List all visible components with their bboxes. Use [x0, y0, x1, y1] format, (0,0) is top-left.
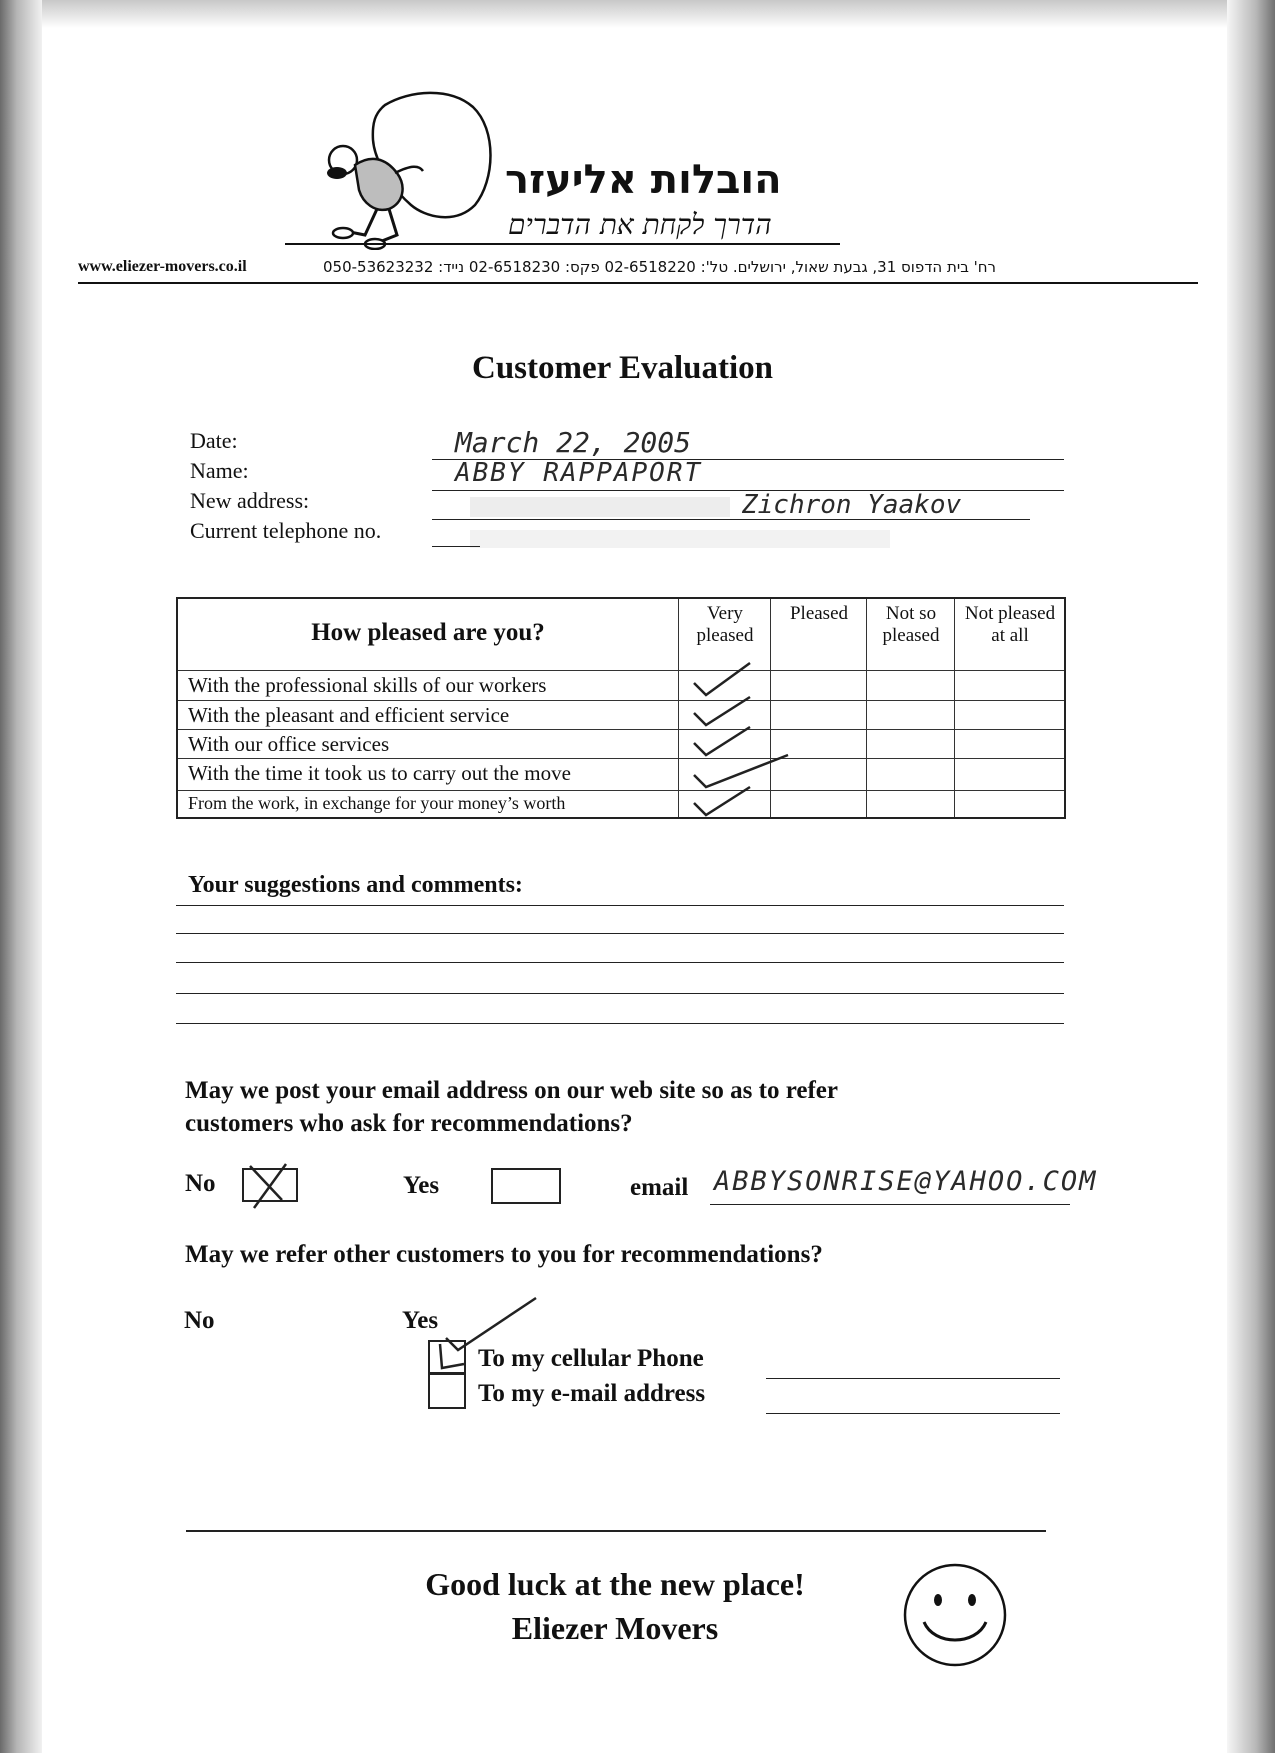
smiley-face-icon	[900, 1560, 1010, 1670]
email-line	[710, 1204, 1070, 1205]
cellular-phone-option: To my cellular Phone	[478, 1345, 704, 1372]
new-address-label: New address:	[190, 488, 310, 513]
new-address-line	[432, 519, 1030, 520]
comment-line[interactable]	[176, 933, 1064, 934]
company-website: www.eliezer-movers.co.il	[78, 258, 247, 275]
refer-question: May we refer other customers to you for recommendations?	[185, 1241, 823, 1268]
scan-top-shadow	[0, 0, 1275, 28]
col-pleased: Pleased	[789, 603, 849, 624]
company-slogan-hebrew: הדרך לקחת את הדברים	[508, 208, 772, 241]
row-label: With the professional skills of our workers	[188, 673, 547, 697]
row-label: With the time it took us to carry out the move	[188, 761, 571, 785]
date-label: Date:	[190, 428, 238, 453]
col-not-so-pleased: Not so pleased	[882, 603, 940, 646]
refer-yes-label: Yes	[402, 1307, 439, 1334]
new-address-value[interactable]: Zichron Yaakov	[742, 490, 962, 520]
comment-line[interactable]	[176, 905, 1064, 906]
rating-table	[176, 597, 1066, 819]
date-value[interactable]: March 22, 2005	[455, 426, 692, 459]
company-name-hebrew: הובלות אליעזר	[505, 157, 782, 203]
checkmark-icon[interactable]	[688, 777, 768, 821]
redacted-address-area	[470, 497, 730, 517]
scan-right-edge	[1227, 0, 1275, 1753]
email-post-question-line2: customers who ask for recommendations?	[185, 1110, 633, 1137]
email-address-option: To my e-mail address	[478, 1380, 706, 1407]
name-label: Name:	[190, 458, 249, 483]
form-title: Customer Evaluation	[472, 350, 773, 386]
company-contact-line: 050-53623232 :רח' בית הדפוס 31, גבעת שאול, ירושלים. טל': 02-6518220 פקס: 02-6518230 נייד	[323, 258, 997, 276]
email-address-line[interactable]	[766, 1413, 1060, 1414]
rating-question: How pleased are you?	[311, 619, 545, 646]
comments-label: Your suggestions and comments:	[188, 872, 523, 898]
scan-left-edge	[0, 0, 42, 1753]
footer-line1: Good luck at the new place!	[425, 1566, 805, 1602]
cross-mark-icon	[240, 1160, 300, 1210]
header-rule	[78, 282, 1198, 284]
comment-line[interactable]	[176, 1023, 1064, 1024]
email-value[interactable]: ABBYSONRISE@YAHOO.COM	[714, 1166, 1098, 1197]
checkmark-icon	[436, 1338, 468, 1374]
col-not-pleased-at-all: Not pleased at all	[964, 603, 1056, 646]
refer-no-label: No	[184, 1307, 215, 1334]
name-value[interactable]: ABBY RAPPAPORT	[455, 458, 703, 488]
comment-line[interactable]	[176, 993, 1064, 994]
logo-underline	[285, 243, 840, 245]
email-post-yes-checkbox[interactable]	[491, 1168, 561, 1204]
email-post-no-label: No	[185, 1170, 216, 1197]
footer-rule	[186, 1530, 1046, 1532]
telephone-label: Current telephone no.	[190, 518, 382, 543]
footer-line2: Eliezer Movers	[511, 1610, 719, 1646]
comment-line[interactable]	[176, 962, 1064, 963]
email-post-question-line1: May we post your email address on our web site so as to refer	[185, 1077, 838, 1104]
email-label: email	[630, 1174, 689, 1201]
email-address-checkbox[interactable]	[428, 1373, 466, 1409]
email-post-yes-label: Yes	[403, 1172, 440, 1199]
mover-mascot-icon	[315, 85, 505, 250]
cellular-phone-line[interactable]	[766, 1378, 1060, 1379]
col-very-pleased: Very pleased	[696, 603, 754, 646]
row-label: From the work, in exchange for your money’s worth	[188, 793, 566, 813]
telephone-line	[432, 546, 480, 547]
row-label: With the pleasant and efficient service	[188, 703, 510, 727]
redacted-telephone-area	[470, 530, 890, 548]
row-label: With our office services	[188, 732, 390, 756]
